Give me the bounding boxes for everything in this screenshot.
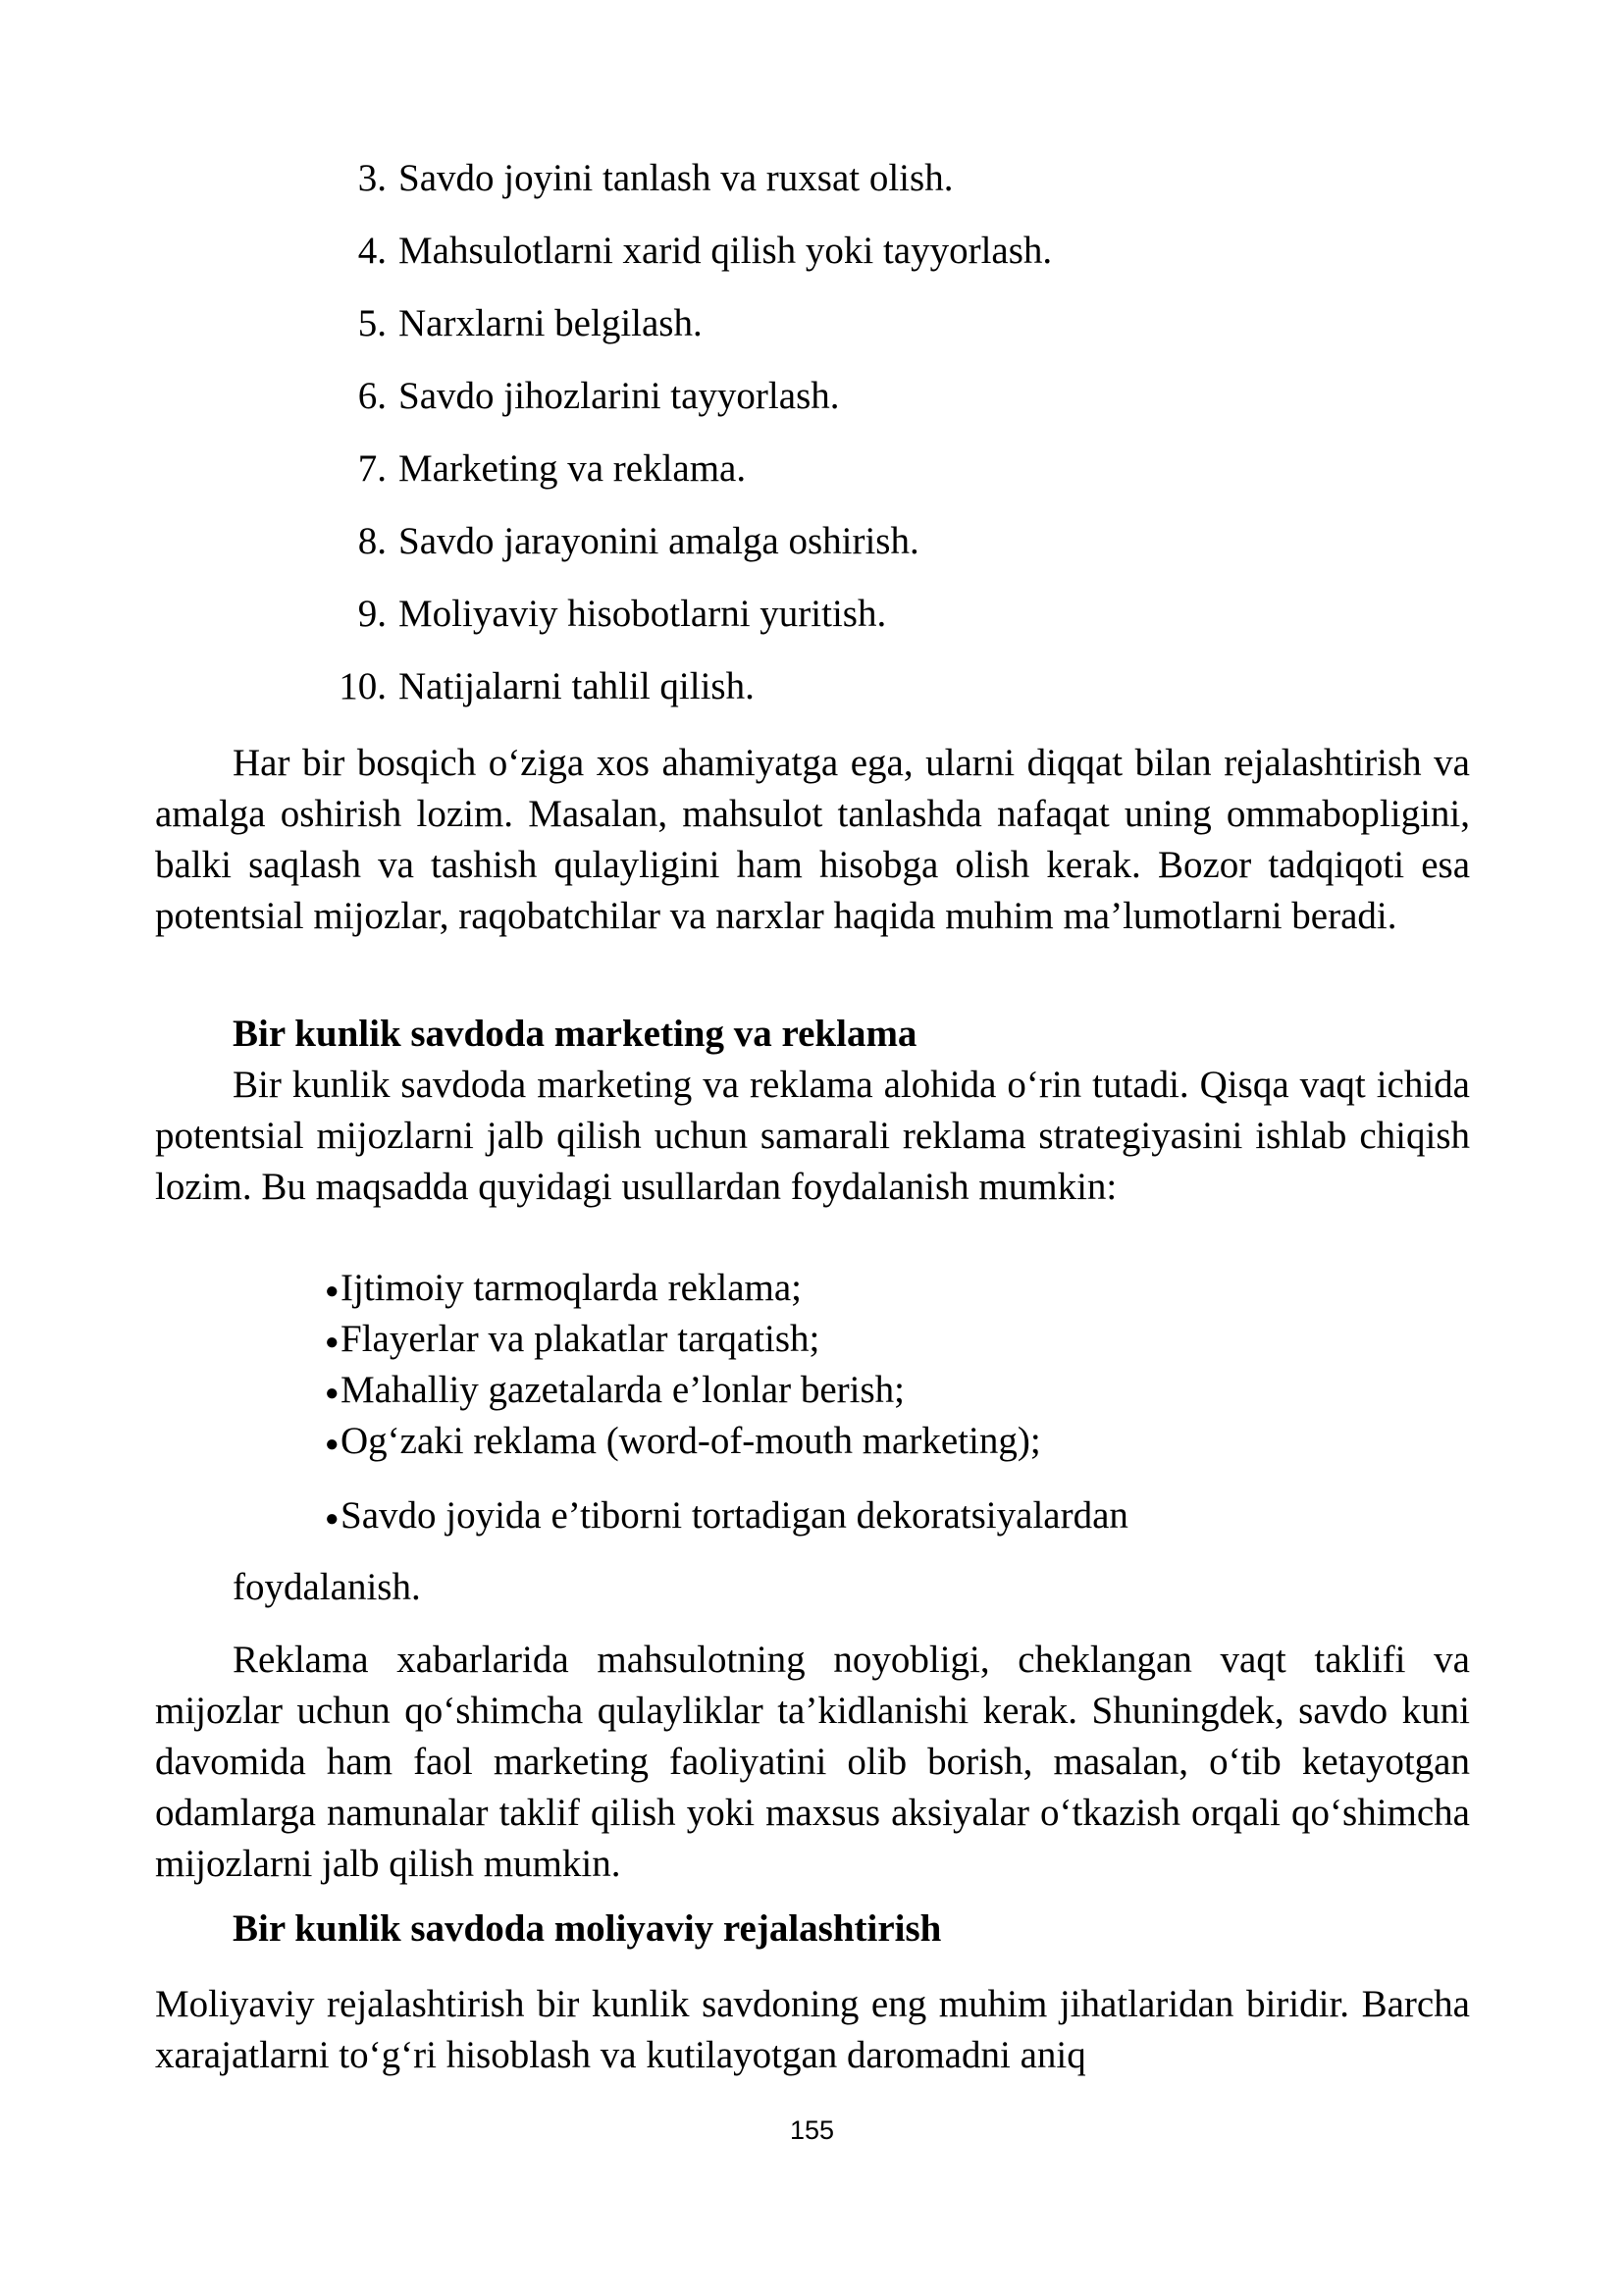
paragraph-intro-block	[155, 738, 1470, 942]
list-number: 10.	[339, 665, 387, 707]
list-item	[328, 153, 1309, 226]
bullet-list	[325, 1263, 1404, 1541]
bullet-text: Flayerlar va plakatlar tarqatish;	[341, 1318, 820, 1360]
list-number: 3.	[357, 157, 387, 199]
list-number: 7.	[357, 447, 387, 490]
section-heading: Bir kunlik savdoda marketing va reklama	[233, 1013, 917, 1055]
list-item	[328, 298, 1309, 371]
list-text: Mahsulotlarni xarid qilish yoki tayyorlash.	[398, 230, 1053, 272]
list-item	[328, 371, 1309, 443]
list-text: Natijalarni tahlil qilish.	[398, 665, 755, 707]
list-text: Narxlarni belgilash.	[398, 302, 703, 344]
bullet-item	[325, 1314, 1404, 1365]
bullet-text: Savdo joyida e’tiborni tortadigan dekoratsiyalardan	[341, 1494, 1128, 1537]
list-number: 5.	[357, 302, 387, 344]
list-item	[328, 226, 1309, 298]
list-item	[328, 516, 1309, 589]
bullet-icon: ●	[325, 1506, 340, 1532]
list-item	[328, 589, 1309, 661]
bullet-icon: ●	[325, 1330, 340, 1355]
bullet-icon: ●	[325, 1278, 340, 1304]
section-marketing	[155, 1009, 1470, 1213]
list-number: 4.	[357, 230, 387, 272]
section-finance	[155, 1904, 1470, 1955]
list-text: Savdo jarayonini amalga oshirish.	[398, 520, 919, 562]
page-number: 155	[789, 2115, 835, 2145]
bullet-text: Og‘zaki reklama (word-of-mouth marketing);	[341, 1420, 1041, 1462]
paragraph: Reklama xabarlarida mahsulotning noyobligi, cheklangan vaqt taklifi va mijozlar uchun qo‘shimcha qulayliklar ta’kidlanishi kerak. Shuningdek, savdo kuni davomida ham faol marketing faoliyatini olib borish, masalan, o‘tib ketayotgan odamlarga namunalar taklif qilish yoki maxsus aksiyalar o‘tkazish orqali qo‘shimcha mijozlarni jalb qilish mumkin.	[155, 1639, 1470, 1885]
list-text: Savdo jihozlarini tayyorlash.	[398, 375, 840, 417]
section-heading: Bir kunlik savdoda moliyaviy rejalashtirish	[233, 1907, 942, 1950]
bullet-icon: ●	[325, 1432, 340, 1457]
bullet-text: Mahalliy gazetalarda e’lonlar berish;	[341, 1369, 905, 1411]
list-number: 9.	[357, 593, 387, 635]
paragraph-reklama-block	[155, 1635, 1470, 1890]
bullet-text: Ijtimoiy tarmoqlarda reklama;	[341, 1267, 802, 1309]
list-number: 8.	[357, 520, 387, 562]
paragraph: Bir kunlik savdoda marketing va reklama alohida o‘rin tutadi. Qisqa vaqt ichida potentsial mijozlarni jalb qilish uchun samarali reklama strategiyasini ishlab chiqish lozim. Bu maqsadda quyidagi usullardan foydalanish mumkin:	[155, 1064, 1470, 1208]
bullet-item	[325, 1365, 1404, 1416]
paragraph: Moliyaviy rejalashtirish bir kunlik savdoning eng muhim jihatlaridan biridir. Barcha xarajatlarni to‘g‘ri hisoblash va kutilayotgan daromadni aniq	[155, 1983, 1470, 2076]
list-text: Moliyaviy hisobotlarni yuritish.	[398, 593, 887, 635]
paragraph: Har bir bosqich o‘ziga xos ahamiyatga ega, ularni diqqat bilan rejalashtirish va amalga oshirish lozim. Masalan, mahsulot tanlashda nafaqat uning ommabopligini, balki saqlash va tashish qulayligini ham hisobga olish kerak. Bozor tadqiqoti esa potentsial mijozlar, raqobatchilar va narxlar haqida muhim ma’lumotlarni beradi.	[155, 742, 1470, 937]
bullet-continuation: foydalanish.	[233, 1566, 421, 1608]
list-item	[328, 443, 1309, 516]
bullet-item	[325, 1490, 1404, 1541]
list-text: Marketing va reklama.	[398, 447, 747, 490]
numbered-list	[328, 153, 1309, 734]
list-number: 6.	[357, 375, 387, 417]
list-item	[328, 661, 1309, 734]
bullet-icon: ●	[325, 1381, 340, 1406]
bullet-item	[325, 1263, 1404, 1314]
bullet-item	[325, 1416, 1404, 1467]
bullet-continuation-block	[155, 1562, 1470, 1613]
paragraph-finance-block	[155, 1979, 1470, 2081]
list-text: Savdo joyini tanlash va ruxsat olish.	[398, 157, 954, 199]
